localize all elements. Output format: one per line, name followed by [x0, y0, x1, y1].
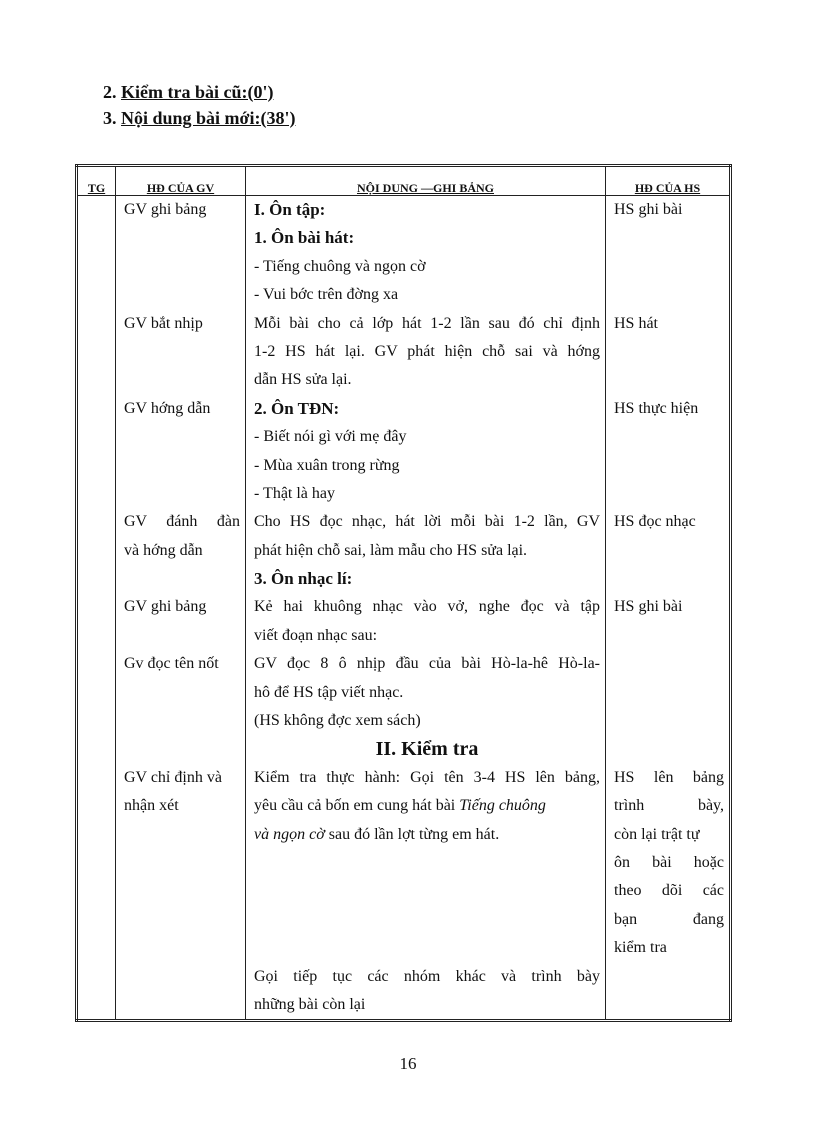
gv-cell: [116, 196, 246, 1021]
subsection-title: 3. Ôn nhạc lí:: [254, 569, 353, 589]
nd-cell: [246, 196, 606, 1021]
hs-line: bạn đang: [614, 910, 724, 928]
gv-line: GV hớng dẫn: [124, 399, 211, 417]
hs-line: HS thực hiện: [614, 399, 699, 417]
gv-line: GV chỉ định và: [124, 768, 222, 786]
hs-cell: [606, 196, 731, 1021]
subsection-title: 1. Ôn bài hát:: [254, 228, 355, 248]
nd-line: Kẻ hai khuông nhạc vào vở, nghe đọc và tập: [254, 598, 600, 616]
lesson-table: [75, 164, 732, 1022]
hs-line: HS hát: [614, 314, 658, 332]
nd-text: yêu cầu cả bốn em cung hát bài: [254, 797, 456, 815]
header-hs: HĐ CỦA HS: [606, 166, 731, 196]
nd-line: những bài còn lại: [254, 995, 366, 1013]
heading-old-lesson-check: [103, 82, 273, 103]
nd-line: - Vui bớc trên đờng xa: [254, 286, 399, 304]
section-title: II. Kiểm tra: [375, 738, 479, 761]
nd-line: Mỗi bài cho cả lớp hát 1-2 lần sau đó chỉ định: [254, 314, 600, 332]
nd-line: Kiểm tra thực hành: Gọi tên 3-4 HS lên bảng,: [254, 768, 600, 786]
tg-cell: [77, 196, 116, 1021]
nd-line: [254, 821, 600, 849]
nd-line: - Mùa xuân trong rừng: [254, 456, 400, 474]
hs-line: trình bày,: [614, 797, 724, 815]
header-nd: NỘI DUNG —GHI BẢNG: [246, 166, 606, 196]
gv-line: GV ghi bảng: [124, 201, 207, 218]
gv-line: Gv đọc tên nốt: [124, 655, 219, 673]
gv-line: GV ghi bảng: [124, 598, 207, 616]
hs-line: theo dõi các: [614, 882, 724, 900]
hs-line: ôn bài hoặc: [614, 853, 724, 871]
nd-line: GV đọc 8 ô nhịp đầu của bài Hò-la-hê Hò-la-: [254, 655, 600, 673]
heading-number: 2.: [103, 82, 117, 102]
header-gv: HĐ CỦA GV: [116, 166, 246, 196]
nd-line: (HS không đợc xem sách): [254, 712, 421, 730]
nd-line: hô để HS tập viết nhạc.: [254, 683, 404, 701]
nd-line: - Thật là hay: [254, 484, 336, 502]
gv-line: GV bắt nhịp: [124, 314, 203, 332]
nd-line: Cho HS đọc nhạc, hát lời mỗi bài 1-2 lần, GV: [254, 513, 600, 531]
nd-line: 1-2 HS hát lại. GV phát hiện chỗ sai và hớng: [254, 342, 600, 360]
hs-line: HS ghi bài: [614, 598, 683, 616]
heading-text: Kiểm tra bài cũ:(0'): [121, 82, 274, 102]
subsection-title: 2. Ôn TĐN:: [254, 398, 340, 418]
gv-line: GV đánh đàn: [124, 513, 240, 531]
nd-line: phát hiện chỗ sai, làm mẫu cho HS sửa lại.: [254, 541, 528, 559]
heading-text: Nội dung bài mới:(38'): [121, 108, 296, 128]
section-title: I. Ôn tập:: [254, 200, 326, 219]
hs-line: HS đọc nhạc: [614, 513, 696, 531]
nd-line: viết đoạn nhạc sau:: [254, 626, 378, 644]
hs-line: HS ghi bài: [614, 201, 683, 218]
nd-line: - Tiếng chuông và ngọn cờ: [254, 257, 426, 275]
page-number: 16: [399, 1054, 417, 1073]
song-title: và ngọn cờ: [254, 825, 325, 843]
hs-line: còn lại trật tự: [614, 825, 700, 843]
nd-line: dẫn HS sửa lại.: [254, 371, 352, 389]
nd-line: Gọi tiếp tục các nhóm khác và trình bày: [254, 967, 600, 985]
hs-line: kiểm tra: [614, 939, 667, 957]
gv-line: và hớng dẫn: [124, 541, 203, 559]
table-row: [77, 196, 731, 1021]
nd-line: [254, 792, 600, 820]
hs-line: HS lên bảng: [614, 768, 724, 786]
song-title: Tiếng chuông: [459, 797, 546, 815]
nd-line: - Biết nói gì với mẹ đây: [254, 428, 407, 446]
header-tg: TG: [77, 166, 116, 196]
heading-number: 3.: [103, 108, 117, 128]
table-header-row: [77, 166, 731, 196]
gv-line: nhận xét: [124, 797, 179, 815]
heading-new-lesson-content: [103, 108, 296, 129]
nd-text: sau đó lần lợt từng em hát.: [324, 825, 500, 843]
